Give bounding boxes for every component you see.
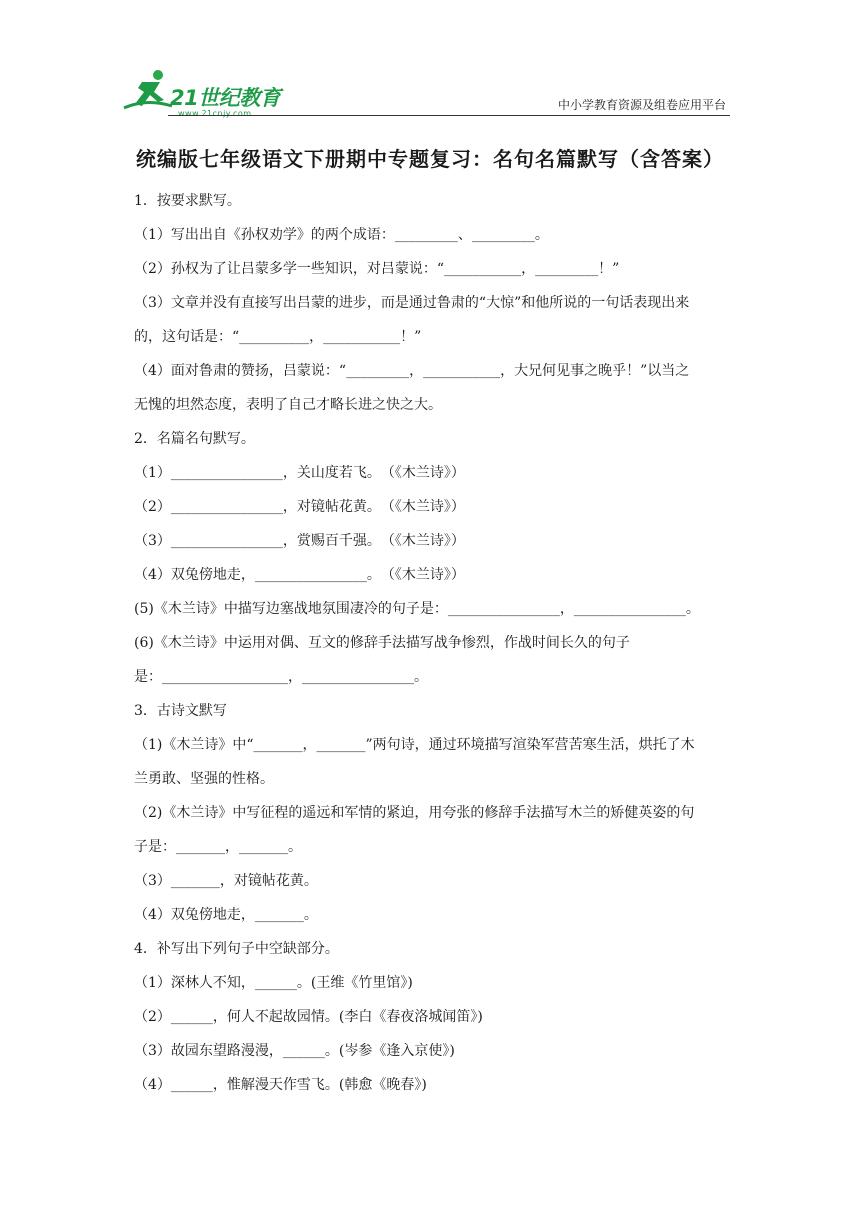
question-line: （4）______，惟解漫天作雪飞。(韩愈《晚春》) — [134, 1077, 427, 1093]
section-heading-4: 4．补写出下列句子中空缺部分。 — [134, 941, 339, 957]
question-line: (6)《木兰诗》中运用对偶、互文的修辞手法描写战争惨烈，作战时间长久的句子 — [134, 635, 630, 651]
question-line: 兰勇敢、坚强的性格。 — [134, 771, 274, 787]
logo-url: www.21cnjy.com — [178, 109, 252, 118]
question-line: （3）________________，赏赐百千强。 （《木兰诗》） — [134, 533, 465, 549]
question-line: （4）面对鲁肃的赞扬，吕蒙说：“_________，___________，大兄何见事之晚乎！”以当之 — [134, 363, 690, 379]
question-line: （2)《木兰诗》中写征程的遥远和军情的紧迫，用夸张的修辞手法描写木兰的矫健英姿的句 — [134, 805, 695, 821]
question-line: 的，这句话是：“__________，___________！” — [134, 329, 422, 345]
question-line: （2）________________，对镜帖花黄。 （《木兰诗》） — [134, 499, 465, 515]
document-body — [134, 184, 734, 1102]
question-line: （4）双兔傍地走，________________。 （《木兰诗》） — [134, 567, 465, 583]
logo — [120, 68, 295, 116]
question-line: （3）故园东望路漫漫，______。(岑参《逢入京使》) — [134, 1043, 455, 1059]
question-line: （1）________________，关山度若飞。 （《木兰诗》） — [134, 465, 465, 481]
question-line: 是：__________________，________________。 — [134, 669, 428, 685]
question-line: （3）文章并没有直接写出吕蒙的进步，而是通过鲁肃的“大惊”和他所说的一句话表现出来 — [134, 295, 690, 311]
question-line: （2）______，何人不起故园情。(李白《春夜洛城闻笛》) — [134, 1009, 483, 1025]
question-line: (5)《木兰诗》中描写边塞战地氛围凄冷的句子是：________________，________________。 — [134, 601, 700, 617]
question-line: （1）深林人不知，______。(王维《竹里馆》) — [134, 975, 413, 991]
page-header — [120, 60, 730, 120]
question-line: （1)《木兰诗》中“_______，_______”两句诗，通过环境描写渲染军营苦寒生活，烘托了木 — [134, 737, 695, 753]
question-line: 子是：_______，_______。 — [134, 839, 302, 855]
question-line: 无愧的坦然态度，表明了自己才略长进之快之大。 — [134, 397, 442, 413]
logo-text: 21世纪教育 — [170, 86, 281, 110]
header-divider — [168, 115, 730, 116]
section-heading-3: 3．古诗文默写 — [134, 703, 227, 719]
platform-label: 中小学教育资源及组卷应用平台 — [557, 98, 726, 112]
question-line: （1）写出出自《孙权劝学》的两个成语：_________、_________。 — [134, 227, 549, 243]
question-line: （2）孙权为了让吕蒙多学一些知识，对吕蒙说：“___________，_________！” — [134, 261, 620, 277]
document-title: 统编版七年级语文下册期中专题复习：名句名篇默写（含答案） — [136, 147, 724, 171]
question-line: （3）_______，对镜帖花黄。 — [134, 873, 318, 889]
section-heading-2: 2．名篇名句默写。 — [134, 431, 255, 447]
question-line: （4）双兔傍地走，_______。 — [134, 907, 318, 923]
section-heading-1: 1．按要求默写。 — [134, 193, 241, 209]
